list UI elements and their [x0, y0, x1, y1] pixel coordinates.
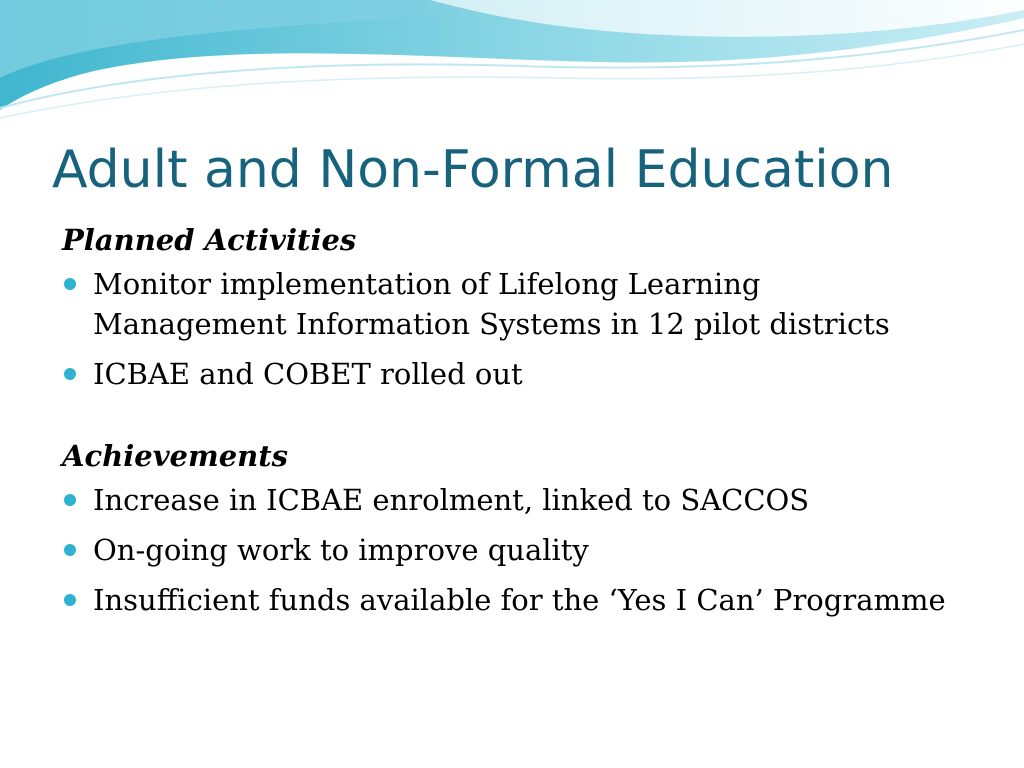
section-heading-planned-activities: Planned Activities: [62, 223, 357, 257]
circle-bullet-icon: [64, 494, 76, 506]
slide-body: [62, 220, 962, 630]
list-item-text: ICBAE and COBET rolled out: [93, 357, 523, 391]
list-item-text: Insufficient funds available for the ‘Yes I Can’ Programme: [93, 583, 946, 617]
list-item: [62, 530, 962, 570]
wave-decoration: [0, 0, 1024, 130]
achievements-list: [62, 480, 962, 620]
circle-bullet-icon: [64, 594, 76, 606]
list-item-text: Increase in ICBAE enrolment, linked to SACCOS: [93, 483, 810, 517]
section-heading-achievements: Achievements: [62, 439, 288, 473]
list-item-text: Monitor implementation of Lifelong Learning Management Information Systems in 12 pilot districts: [93, 267, 890, 341]
list-item: [62, 480, 962, 520]
circle-bullet-icon: [64, 278, 76, 290]
list-item: [62, 354, 962, 394]
circle-bullet-icon: [64, 368, 76, 380]
section-spacer: [62, 404, 962, 436]
list-item: [62, 580, 962, 620]
planned-activities-list: [62, 264, 962, 394]
slide-title: Adult and Non-Formal Education: [52, 140, 894, 200]
circle-bullet-icon: [64, 544, 76, 556]
list-item: [62, 264, 962, 344]
list-item-text: On-going work to improve quality: [93, 533, 589, 567]
